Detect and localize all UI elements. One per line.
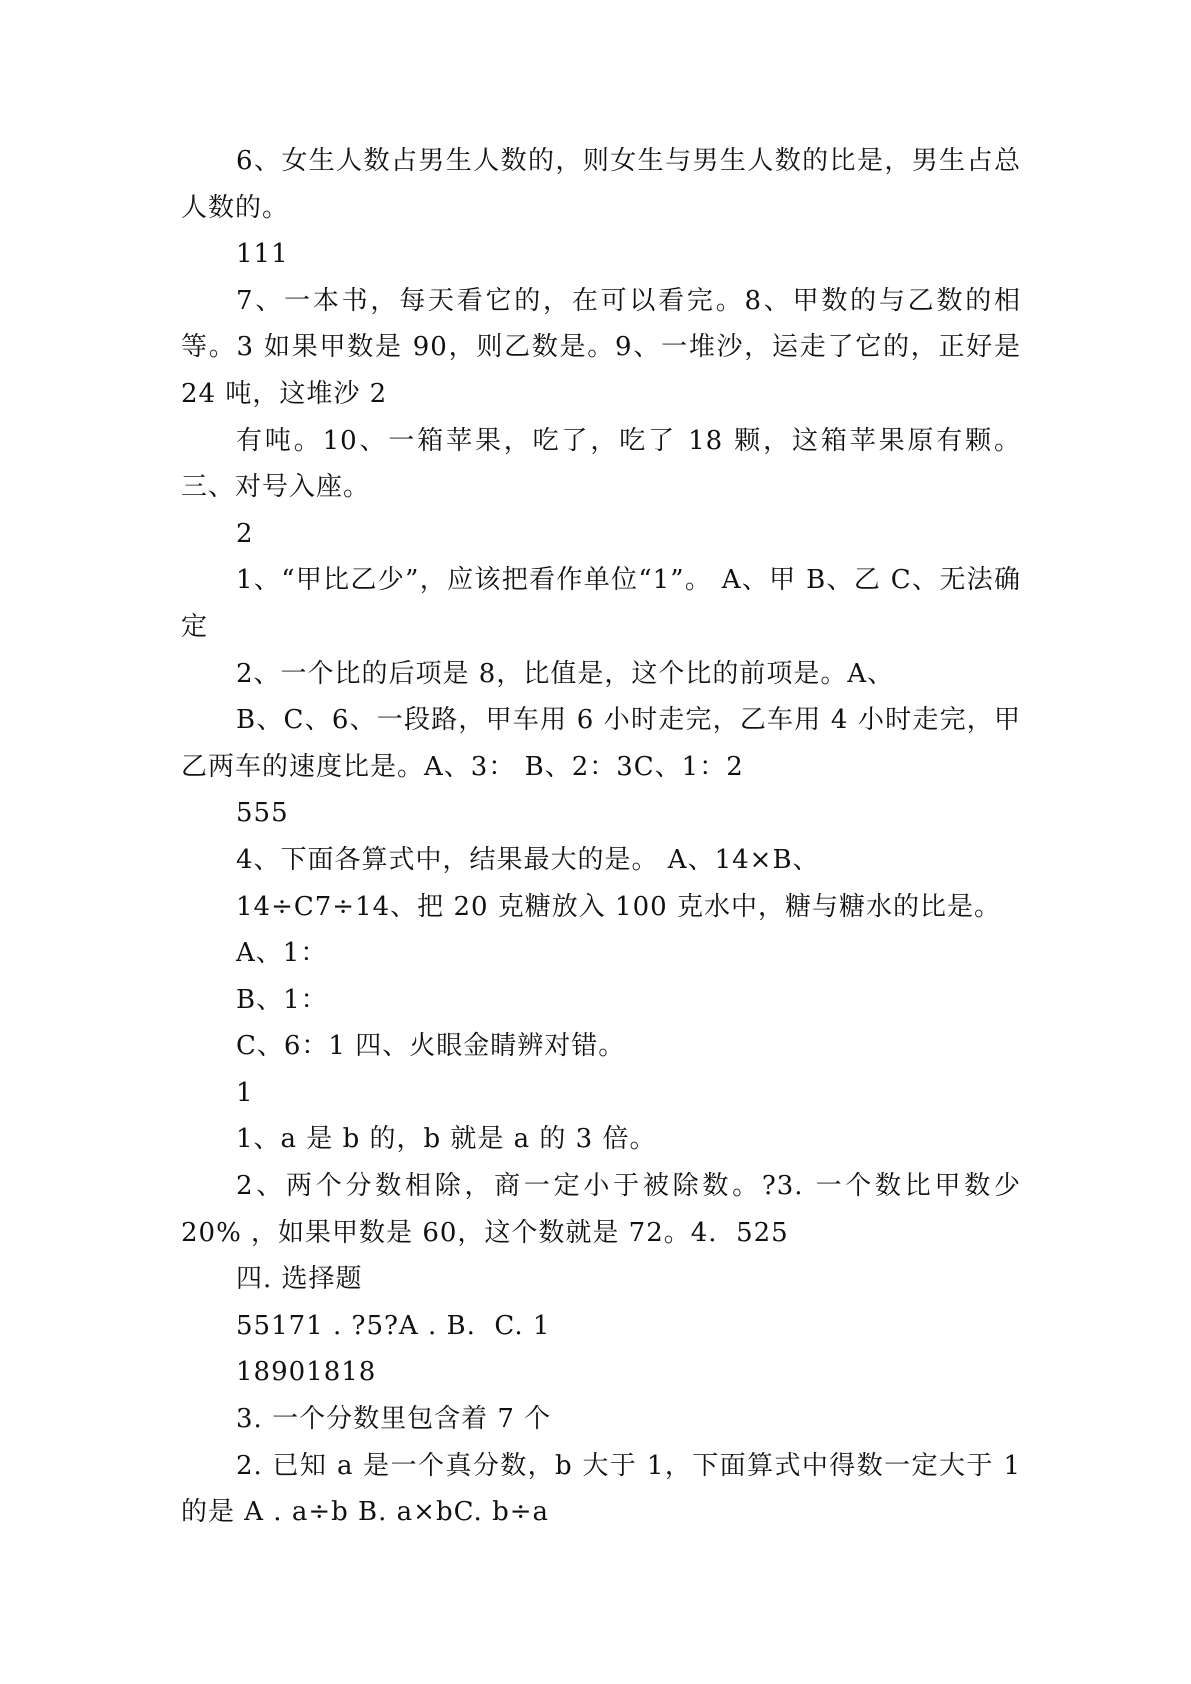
paragraph: 14÷C7÷14、把 20 克糖放入 100 克水中，糖与糖水的比是。 — [236, 891, 1001, 922]
paragraph: 555 — [236, 798, 289, 829]
paragraph: 1 — [236, 1077, 254, 1108]
document-body — [181, 138, 1031, 1536]
paragraph: 四. 选择题 — [236, 1264, 363, 1295]
paragraph: 2、两个分数相除，商一定小于被除数。?3. 一个数比甲数少 20% ，如果甲数是 60，这个数就是 72。4. 525 — [181, 1171, 1031, 1248]
paragraph: 2 — [236, 518, 254, 549]
paragraph: 111 — [236, 239, 289, 270]
paragraph: 4、下面各算式中，结果最大的是。 A、14×B、 — [236, 844, 820, 875]
paragraph: 有吨。10、一箱苹果，吃了，吃了 18 颗，这箱苹果原有颗。三、对号入座。 — [181, 425, 1021, 503]
paragraph: 2. 已知 a 是一个真分数，b 大于 1，下面算式中得数一定大于 1 的是 A . a÷b B. a×bC. b÷a — [181, 1450, 1031, 1528]
paragraph: C、6：1 四、火眼金睛辨对错。 — [236, 1031, 626, 1062]
paragraph: 2、一个比的后项是 8，比值是，这个比的前项是。A、 — [236, 658, 895, 689]
paragraph: 18901818 — [236, 1357, 377, 1388]
paragraph: B、1： — [236, 984, 328, 1015]
paragraph: 3. 一个分数里包含着 7 个 — [236, 1404, 552, 1435]
paragraph: A、1： — [236, 938, 328, 969]
paragraph: 1、“甲比乙少”，应该把看作单位“1”。 A、甲 B、乙 C、无法确定 — [181, 565, 1021, 642]
paragraph: B、C、6、一段路，甲车用 6 小时走完，乙车用 4 小时走完，甲乙两车的速度比是。A、3： B、2：3C、1：2 — [181, 705, 1021, 782]
paragraph: 1、a 是 b 的，b 就是 a 的 3 倍。 — [236, 1124, 657, 1155]
paragraph: 6、女生人数占男生人数的，则女生与男生人数的比是，男生占总人数的。 — [181, 146, 1021, 223]
paragraph: 7、一本书，每天看它的，在可以看完。8、甲数的与乙数的相等。3 如果甲数是 90，则乙数是。9、一堆沙，运走了它的，正好是 24 吨，这堆沙 2 — [181, 285, 1031, 409]
paragraph: 55171 . ?5?A . B. C. 1 — [236, 1310, 551, 1341]
